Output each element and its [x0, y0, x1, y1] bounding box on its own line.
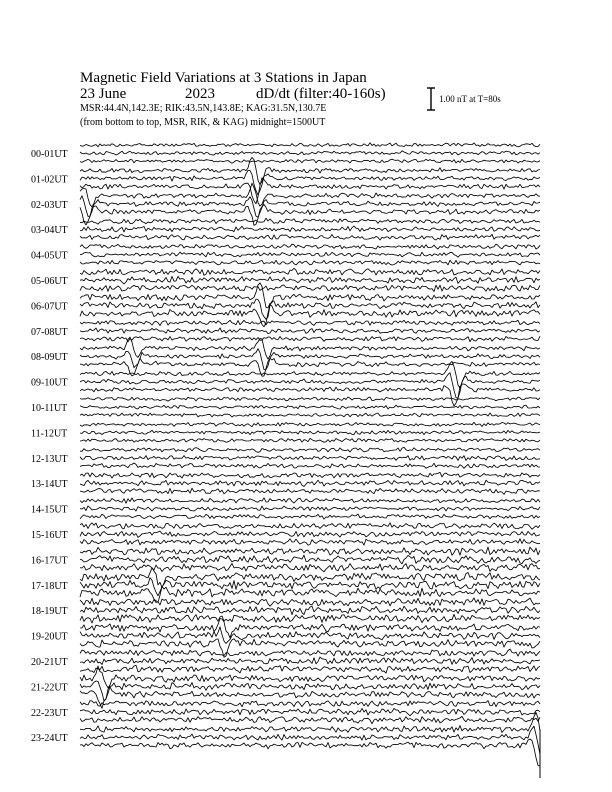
trace-kag-17-18UT [80, 568, 540, 588]
trace-rik-03-04UT [80, 226, 540, 232]
trace-rik-20-21UT [80, 657, 540, 664]
trace-rik-22-23UT [80, 708, 540, 715]
date-year: 2023 [185, 86, 215, 102]
trace-msr-15-16UT [80, 539, 540, 545]
trace-kag-12-13UT [80, 447, 540, 452]
hour-label-02-03UT: 02-03UT [31, 199, 68, 211]
trace-msr-09-10UT [80, 384, 540, 406]
trace-msr-04-05UT [80, 260, 540, 265]
hour-label-20-21UT: 20-21UT [31, 657, 68, 668]
hour-label-15-16UT: 15-16UT [31, 530, 68, 541]
trace-kag-19-20UT [80, 619, 540, 638]
trace-msr-05-06UT [80, 285, 540, 291]
trace-kag-15-16UT [80, 523, 540, 530]
trace-kag-07-08UT [80, 320, 540, 325]
trace-rik-14-15UT [80, 506, 540, 511]
hour-label-00-01UT: 00-01UT [31, 149, 68, 160]
trace-msr-13-14UT [80, 488, 540, 494]
trace-msr-06-07UT [80, 305, 540, 327]
trace-msr-01-02UT [80, 178, 540, 204]
hour-label-05-06UT: 05-06UT [31, 276, 68, 287]
trace-rik-13-14UT [80, 480, 540, 486]
trace-msr-23-24UT [80, 739, 540, 766]
hour-label-03-04UT: 03-04UT [31, 225, 68, 237]
trace-msr-00-01UT [80, 159, 540, 163]
trace-rik-21-22UT [80, 681, 540, 701]
hour-label-04-05UT: 04-05UT [31, 250, 68, 262]
hour-label-06-07UT: 06-07UT [31, 301, 68, 313]
hour-label-08-09UT: 08-09UT [31, 352, 68, 364]
trace-kag-22-23UT [80, 701, 540, 707]
trace-rik-09-10UT [80, 373, 540, 398]
trace-kag-23-24UT [80, 713, 540, 733]
trace-kag-13-14UT [80, 472, 540, 478]
trace-kag-18-19UT [80, 598, 540, 606]
trace-msr-07-08UT [80, 336, 540, 342]
hour-label-09-10UT: 09-10UT [31, 377, 68, 389]
trace-rik-11-12UT [80, 430, 540, 434]
trace-rik-01-02UT [80, 170, 540, 195]
trace-msr-11-12UT [80, 438, 540, 442]
hour-label-12-13UT: 12-13UT [31, 453, 68, 465]
trace-kag-06-07UT [80, 283, 540, 308]
trace-msr-12-13UT [80, 463, 540, 468]
trace-kag-10-11UT [80, 397, 540, 401]
trace-msr-10-11UT [80, 413, 540, 417]
trace-rik-12-13UT [80, 456, 540, 461]
trace-rik-04-05UT [80, 252, 540, 257]
trace-kag-04-05UT [80, 244, 540, 249]
trace-msr-18-19UT [80, 614, 540, 623]
hour-label-16-17UT: 16-17UT [31, 555, 68, 567]
trace-rik-15-16UT [80, 531, 540, 537]
station-coordinates: MSR:44.4N,142.3E; RIK:43.5N,143.8E; KAG:31.5N,130.7E [80, 103, 327, 114]
quantity-label: dD/dt (filter:40-160s) [256, 86, 386, 102]
hour-label-23-24UT: 23-24UT [31, 733, 68, 745]
trace-rik-00-01UT [80, 151, 540, 155]
trace-kag-01-02UT [80, 158, 540, 185]
trace-kag-20-21UT [80, 649, 540, 656]
trace-rik-16-17UT [80, 555, 540, 564]
hour-label-14-15UT: 14-15UT [31, 504, 68, 516]
trace-rik-07-08UT [80, 328, 540, 334]
hour-label-17-18UT: 17-18UT [31, 580, 68, 592]
hour-label-01-02UT: 01-02UT [31, 174, 68, 186]
scale-bar [427, 88, 435, 110]
trace-kag-03-04UT [80, 218, 540, 224]
trace-msr-03-04UT [80, 234, 540, 240]
hour-label-07-08UT: 07-08UT [31, 326, 68, 338]
trace-kag-00-01UT [80, 143, 540, 147]
hour-label-21-22UT: 21-22UT [31, 682, 68, 694]
hour-label-10-11UT: 10-11UT [31, 403, 68, 414]
trace-msr-17-18UT [80, 586, 540, 602]
trace-msr-14-15UT [80, 514, 540, 519]
trace-rik-08-09UT [80, 349, 540, 370]
hour-label-13-14UT: 13-14UT [31, 479, 68, 491]
trace-kag-05-06UT [80, 268, 540, 275]
trace-msr-22-23UT [80, 716, 540, 723]
trace-msr-19-20UT [80, 639, 540, 657]
hour-label-19-20UT: 19-20UT [31, 631, 68, 643]
trace-rik-10-11UT [80, 405, 540, 409]
trace-rik-18-19UT [80, 606, 540, 615]
station-order-note: (from bottom to top, MSR, RIK, & KAG) midnight=1500UT [80, 117, 326, 128]
scale-bar-label: 1.00 nT at T=80s [439, 94, 501, 104]
hour-label-18-19UT: 18-19UT [31, 606, 68, 618]
hour-label-11-12UT: 11-12UT [31, 428, 68, 440]
hour-label-22-23UT: 22-23UT [31, 707, 68, 719]
date-day: 23 June [80, 86, 127, 102]
chart-title: Magnetic Field Variations at 3 Stations in Japan [80, 70, 367, 86]
trace-kag-11-12UT [80, 422, 540, 426]
trace-kag-14-15UT [80, 498, 540, 503]
trace-kag-16-17UT [80, 547, 540, 555]
trace-msr-16-17UT [80, 564, 540, 572]
trace-rik-05-06UT [80, 276, 540, 284]
trace-msr-20-21UT [80, 665, 540, 673]
